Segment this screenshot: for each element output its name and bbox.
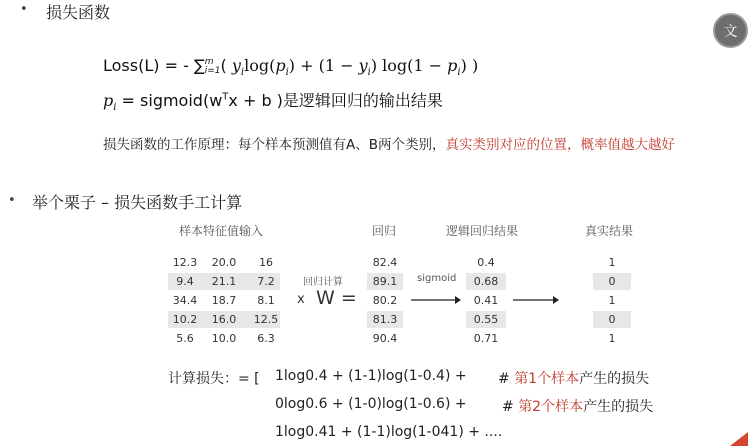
calc-comment2 (502, 396, 653, 416)
p-i-line2-sub: i (113, 102, 117, 114)
log-p: log( (244, 56, 276, 75)
comment1-hash: # (498, 371, 515, 387)
p-i: p (275, 56, 286, 75)
comment2-red: 第2个样本 (518, 399, 584, 415)
logistic-value: 0.55 (473, 313, 499, 326)
sigmoid-label: sigmoid (417, 273, 457, 284)
logistic-value: 0.71 (473, 332, 499, 345)
logistic-value: 0.68 (473, 275, 499, 288)
feature-cell: 9.4 (176, 275, 194, 288)
y-i-sub: i (240, 67, 245, 79)
truth-arrow (513, 294, 559, 306)
feature-cell: 8.1 (257, 294, 275, 307)
sum-sub: i=1 (204, 65, 221, 76)
feature-cell: 6.3 (257, 332, 275, 345)
p-i-line2: p (103, 91, 114, 110)
comment1-red: 第1个样本 (514, 371, 580, 387)
calc-comment1 (498, 368, 649, 388)
feature-cell: 12.3 (172, 256, 198, 269)
formula-close: ) ) (460, 56, 479, 75)
regression-value: 81.3 (372, 313, 398, 326)
comment1-rest: 产生的损失 (579, 371, 650, 387)
sigmoid-arrow (411, 294, 461, 306)
feature-cell: 18.7 (211, 294, 237, 307)
regression-value: 80.2 (372, 294, 398, 307)
principle-highlight: 真实类别对应的位置，概率值越大越好 (445, 137, 675, 153)
truth-value: 0 (608, 275, 616, 288)
header-features: 样本特征值输入 (179, 224, 264, 238)
header-regression: 回归 (372, 224, 397, 238)
log-close: ) (288, 56, 296, 75)
header-truth: 真实结果 (585, 224, 634, 238)
w-equals: W = (316, 287, 357, 309)
comment2-hash: # (502, 399, 519, 415)
logistic-value: 0.41 (473, 294, 499, 307)
loss-open: ( (220, 56, 232, 75)
truth-value: 1 (608, 332, 616, 345)
section1-title: 损失函数 (46, 3, 111, 22)
regression-value: 90.4 (372, 332, 398, 345)
truth-value: 0 (608, 313, 616, 326)
corner-decoration (730, 432, 748, 446)
regression-value: 82.4 (372, 256, 398, 269)
p-i-sub: i (285, 67, 289, 79)
translate-icon: 文 (723, 23, 738, 40)
section1-bullet: • (20, 2, 28, 17)
sigmoid-formula (103, 88, 443, 113)
section2-title: 举个栗子 – 损失函数手工计算 (32, 193, 243, 212)
sigmoid-rest: x + b )是逻辑回归的输出结果 (228, 91, 443, 110)
regression-value: 89.1 (372, 275, 398, 288)
y-i: y (231, 56, 241, 75)
feature-cell: 16 (259, 256, 273, 269)
header-logistic: 逻辑回归结果 (446, 224, 519, 238)
feature-cell: 20.0 (211, 256, 237, 269)
comment2-rest: 产生的损失 (583, 399, 654, 415)
loss-formula-left: Loss(L) = - ∑ (103, 56, 205, 75)
log-1-minus: ) log(1 − (370, 56, 448, 75)
y-i-2: y (358, 56, 368, 75)
feature-cell: 21.1 (211, 275, 237, 288)
calc-line1: 1log0.4 + (1-1)log(1-0.4) + (275, 368, 467, 384)
principle-text (103, 133, 675, 153)
multiply-sign: x (297, 292, 305, 307)
feature-cell: 16.0 (211, 313, 237, 326)
truth-value: 1 (608, 294, 616, 307)
calc-line2: 0log0.6 + (1-0)log(1-0.6) + (275, 396, 467, 412)
y-i-2-sub: i (367, 67, 371, 79)
loss-plus: + (1 − (295, 56, 359, 75)
transpose-sup: T (222, 91, 229, 103)
loss-formula (103, 56, 478, 78)
calc-line3: 1log0.41 + (1-1)log(1-041) + .... (275, 424, 503, 440)
calc-label: 计算损失：= [ (168, 371, 260, 387)
translate-button[interactable] (713, 13, 748, 48)
logistic-value: 0.4 (477, 256, 495, 269)
truth-value: 1 (608, 256, 616, 269)
feature-cell: 34.4 (172, 294, 198, 307)
feature-cell: 5.6 (176, 332, 194, 345)
sum-sup: m (204, 56, 214, 67)
feature-cell: 12.5 (253, 313, 279, 326)
p-i-2-sub: i (457, 67, 461, 79)
feature-cell: 10.2 (172, 313, 198, 326)
p-i-2: p (447, 56, 458, 75)
sigmoid-mid: = sigmoid(w (116, 91, 223, 110)
feature-cell: 10.0 (211, 332, 237, 345)
regression-calc-label: 回归计算 (303, 277, 343, 288)
section2-bullet: • (8, 193, 16, 208)
feature-cell: 7.2 (257, 275, 275, 288)
principle-prefix: 损失函数的工作原理：每个样本预测值有A、B两个类别， (103, 137, 446, 153)
